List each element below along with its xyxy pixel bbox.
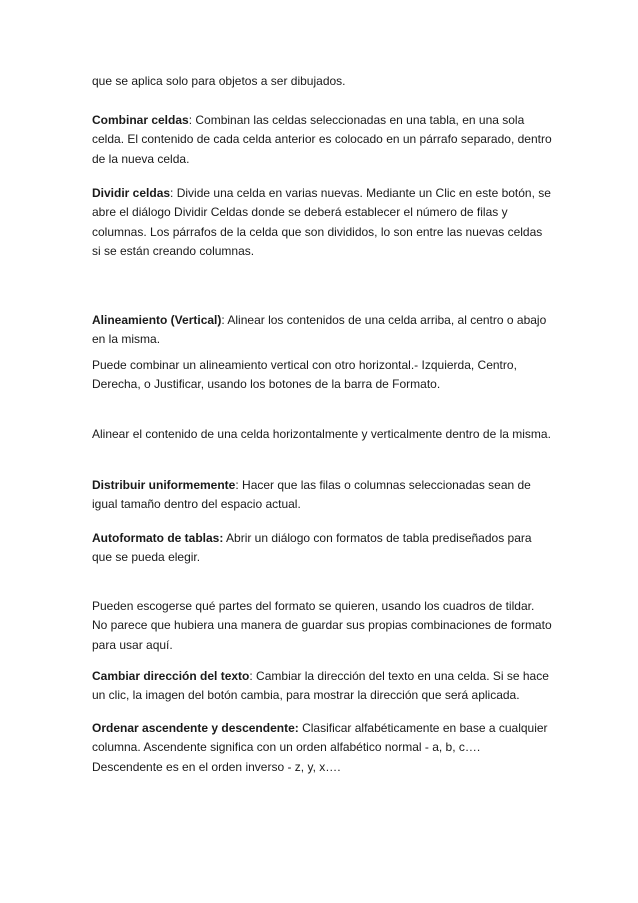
paragraph-objetos-dibujados: que se aplica solo para objetos a ser dibujados.	[92, 74, 346, 88]
paragraph-cambiar-direccion: Cambiar dirección del texto: Cambiar la dirección del texto en una celda. Si se hace un clic, la imagen del botón cambia, para mostrar la dirección que será aplicada.	[92, 669, 549, 703]
paragraph-autoformato-tablas: Autoformato de tablas: Abrir un diálogo con formatos de tabla prediseñados para que se pueda elegir.	[92, 531, 532, 565]
term-dividir-celdas: Dividir celdas	[92, 186, 171, 200]
paragraph-combinar-alineamiento: Puede combinar un alineamiento vertical con otro horizontal.- Izquierda, Centro, Derecha, o Justificar, usando los botones de la barra de Formato.	[92, 358, 517, 392]
paragraph-ordenar: Ordenar ascendente y descendente: Clasificar alfabéticamente en base a cualquier columna. Ascendente significa con un orden alfabético normal - a, b, c…. Descendente es en el orden inverso - z, y, x….	[92, 721, 548, 774]
term-ordenar: Ordenar ascendente y descendente:	[92, 721, 299, 735]
paragraph-alinear-contenido: Alinear el contenido de una celda horizontalmente y verticalmente dentro de la misma.	[92, 427, 551, 441]
term-autoformato-tablas: Autoformato de tablas:	[92, 531, 224, 545]
term-cambiar-direccion: Cambiar dirección del texto	[92, 669, 250, 683]
term-combinar-celdas: Combinar celdas	[92, 113, 189, 127]
paragraph-distribuir-uniformemente: Distribuir uniformemente: Hacer que las filas o columnas seleccionadas sean de igual tamaño dentro del espacio actual.	[92, 478, 531, 512]
paragraph-alineamiento-vertical: Alineamiento (Vertical): Alinear los contenidos de una celda arriba, al centro o abajo en la misma.	[92, 313, 547, 347]
paragraph-combinar-celdas: Combinar celdas: Combinan las celdas seleccionadas en una tabla, en una sola celda. El contenido de cada celda anterior es colocado en un párrafo separado, dentro de la nueva celda.	[92, 113, 552, 166]
paragraph-dividir-celdas: Dividir celdas: Divide una celda en varias nuevas. Mediante un Clic en este botón, se abre el diálogo Dividir Celdas donde se deberá establecer el número de filas y columnas. Los párrafos de la celda que son divididos, lo son entre las nuevas celdas si se están creando columnas.	[92, 186, 551, 258]
term-distribuir-uniformemente: Distribuir uniformemente	[92, 478, 236, 492]
paragraph-escoger-formato: Pueden escogerse qué partes del formato se quieren, usando los cuadros de tildar. No parece que hubiera una manera de guardar sus propias combinaciones de formato para usar aquí.	[92, 599, 552, 652]
term-alineamiento-vertical: Alineamiento (Vertical)	[92, 313, 222, 327]
